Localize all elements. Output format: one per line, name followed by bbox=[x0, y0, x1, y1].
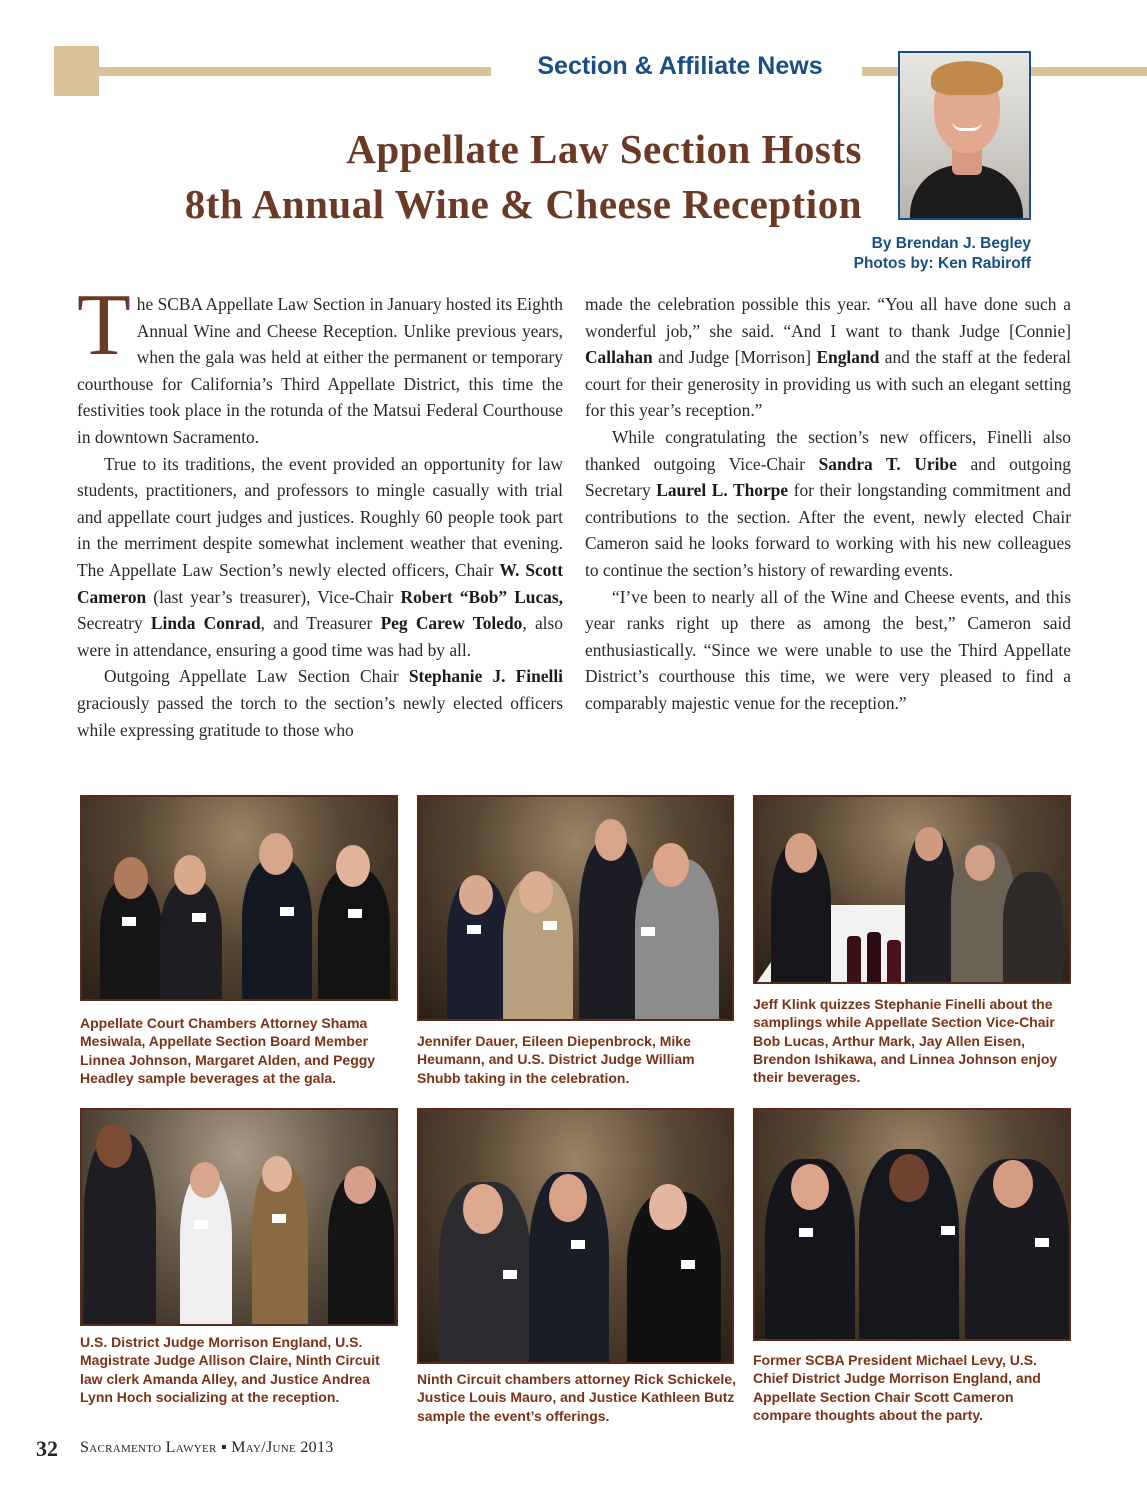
caption-1: Appellate Court Chambers Attorney Shama Mesiwala, Appellate Section Board Member Linnea Johnson, Margaret Alden, and Peggy Headley sample beverages at the gala. bbox=[80, 1015, 376, 1086]
paragraph-5: While congratulating the section’s new officers, Finelli also thanked outgoing Vice-Chair Sandra T. Uribe and outgoing Secretary Laurel L. Thorpe for their longstanding commitment and contributions to the section. After the event, newly elected Chair Cameron said he looks forward to working with his new colleagues to continue the section’s history of rewarding events. bbox=[585, 426, 1072, 580]
header-tab-block bbox=[54, 46, 99, 96]
photo-2 bbox=[417, 795, 734, 1021]
paragraph-2: True to its traditions, the event provided an opportunity for law students, practitioners, and professors to mingle casually with trial and appellate court judges and justices. Roughly 60 people took part in the merriment despite somewhat inclement weather that evening. The Appellate Law Section’s newly elected officers, Chair W. Scott Cameron (last year’s treasurer), Vice-Chair Robert “Bob” Lucas, Secreatry Linda Conrad, and Treasurer Peg Carew Toledo, also were in attendance, ensuring a good time was had by all. bbox=[77, 453, 563, 660]
photo-5 bbox=[417, 1108, 734, 1364]
page-number: 32 bbox=[36, 1436, 58, 1461]
byline-photos: Photos by: Ken Rabiroff bbox=[853, 255, 1031, 272]
author-photo bbox=[898, 51, 1031, 220]
paragraph-1: The SCBA Appellate Law Section in January hosted its Eighth Annual Wine and Cheese Reception. Unlike previous years, when the gala was held at either the permanent or temporary courthouse for California’s Third Appellate District, this time the festivities took place in the rotunda of the Matsui Federal Courthouse in downtown Sacramento. bbox=[77, 277, 563, 447]
section-label: Section & Affiliate News bbox=[537, 52, 823, 80]
caption-5: Ninth Circuit chambers attorney Rick Schickele, Justice Louis Mauro, and Justice Kathleen Butz sample the event’s offerings. bbox=[417, 1371, 736, 1424]
photo-3 bbox=[753, 795, 1071, 984]
header-rule-left bbox=[99, 67, 491, 76]
caption-3: Jeff Klink quizzes Stephanie Finelli about the samplings while Appellate Section Vice-Chair Bob Lucas, Arthur Mark, Jay Allen Eisen, Brendon Ishikawa, and Linnea Johnson enjoy their beverages. bbox=[753, 996, 1058, 1086]
caption-4: U.S. District Judge Morrison England, U.S. Magistrate Judge Allison Claire, Ninth Circuit law clerk Amanda Alley, and Justice Andrea Lynn Hoch socializing at the reception. bbox=[80, 1334, 380, 1405]
title-line-2: 8th Annual Wine & Cheese Reception bbox=[184, 181, 862, 227]
byline bbox=[700, 234, 1031, 274]
title-line-1: Appellate Law Section Hosts bbox=[346, 126, 862, 172]
publication-line: Sacramento Lawyer ▪ May/June 2013 bbox=[80, 1439, 334, 1456]
body-column-left bbox=[77, 277, 563, 743]
photo-6 bbox=[753, 1108, 1071, 1341]
paragraph-4: made the celebration possible this year. “You all have done such a wonderful job,” she said. “And I want to thank Judge [Connie] Callahan and Judge [Morrison] England and the staff at the federal court for their generosity in providing us with such an elegant setting for this year’s reception.” bbox=[585, 294, 1071, 421]
photo-4 bbox=[80, 1108, 398, 1326]
caption-6: Former SCBA President Michael Levy, U.S. Chief District Judge Morrison England, and Appellate Section Chair Scott Cameron compare thoughts about the party. bbox=[753, 1352, 1041, 1423]
body-column-right bbox=[585, 291, 1071, 717]
header-rule-right bbox=[862, 67, 898, 76]
paragraph-6: “I’ve been to nearly all of the Wine and Cheese events, and this year ranks right up there as among the best,” Cameron said enthusiastically. “Since we were unable to use the Third Appellate District’s courthouse this time, we were very pleased to find a comparably majestic venue for the reception.” bbox=[585, 586, 1071, 713]
article-title bbox=[60, 122, 862, 232]
header-rule-far-right bbox=[1030, 67, 1147, 76]
paragraph-3: Outgoing Appellate Law Section Chair Stephanie J. Finelli graciously passed the torch to the section’s newly elected officers while expressing gratitude to those who bbox=[77, 666, 563, 740]
byline-author: By Brendan J. Begley bbox=[871, 235, 1031, 252]
photo-1 bbox=[80, 795, 398, 1001]
drop-cap: T bbox=[77, 277, 131, 374]
caption-2: Jennifer Dauer, Eileen Diepenbrock, Mike Heumann, and U.S. District Judge William Shubb taking in the celebration. bbox=[417, 1033, 695, 1086]
